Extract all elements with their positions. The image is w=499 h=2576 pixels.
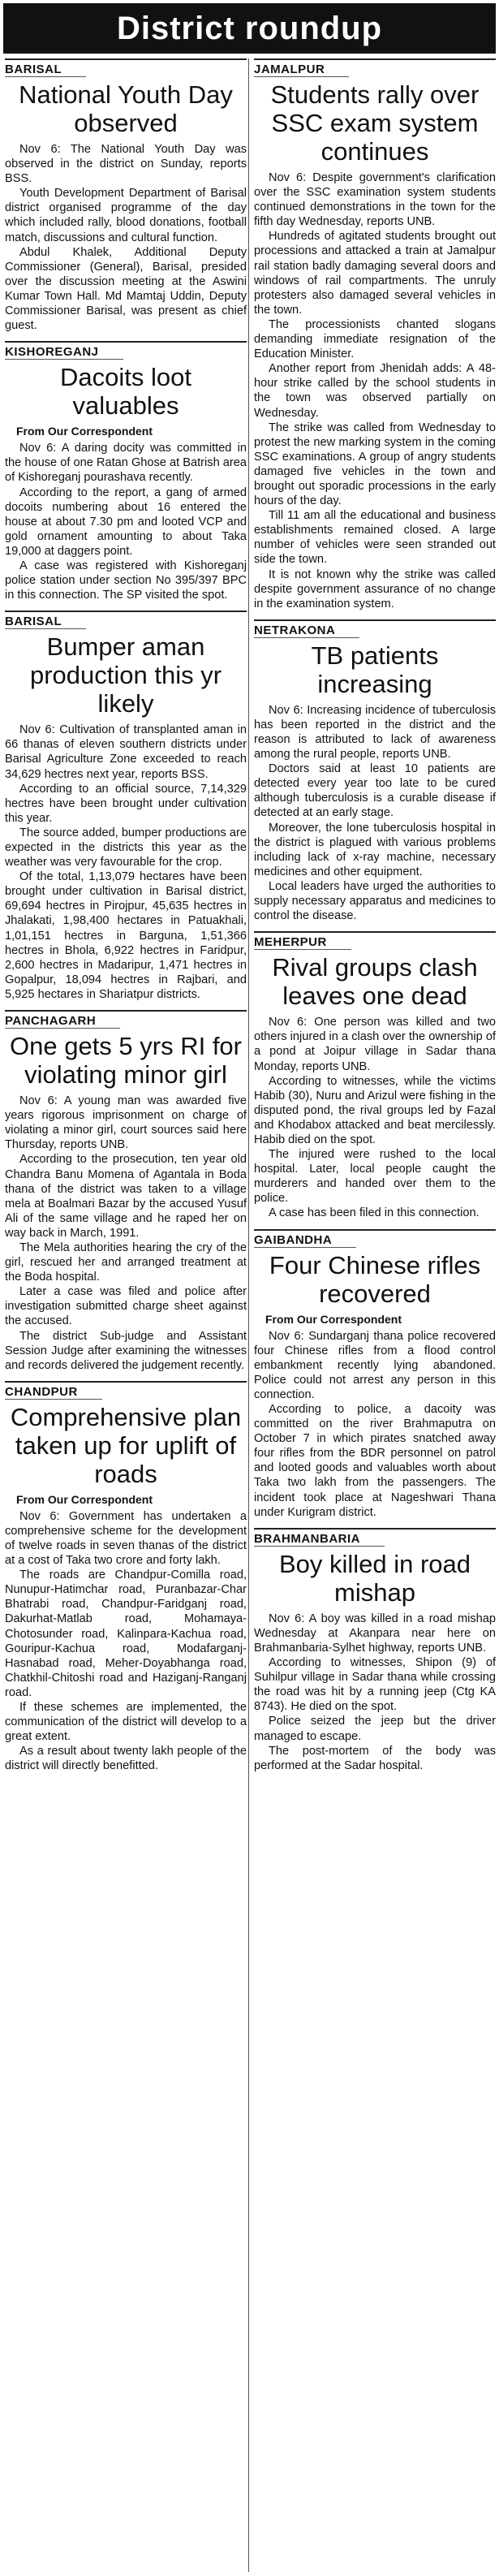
story-paragraph: The processionists chanted slogans demanding immediate resignation of the Education Minister.	[254, 317, 496, 361]
story-paragraph: Police seized the jeep but the driver managed to escape.	[254, 1715, 496, 1743]
story-headline: Bumper aman production this yr likely	[29, 632, 222, 718]
story-paragraph: Nov 6: Increasing incidence of tuberculosis has been reported in the district and the reason is attributed to lack of awareness among the rural people, reports UNB.	[254, 703, 496, 762]
page-title-banner	[3, 3, 496, 54]
story-paragraph: Youth Development Department of Barisal district organised programme of the day which included rally, blood donations, football match, discussions and cultural function.	[5, 187, 247, 244]
news-story	[5, 611, 247, 1002]
left-column	[5, 58, 247, 1782]
story-paragraph: The injured were rushed to the local hospital. Later, local people caught the murderers and handed over them to the police.	[254, 1148, 496, 1206]
story-paragraph: The source added, bumper productions are expected in the districts this year as the weather was very favourable for the crop.	[5, 826, 247, 869]
story-paragraph: According to witnesses, while the victims Habib (30), Nuru and Arizul were fishing in the disputed pond, the rival groups led by Fazal and Khodabox attacked and beat mercilessly. Habib died on the spot.	[254, 1074, 496, 1146]
right-column	[254, 58, 496, 1781]
story-paragraph: If these schemes are implemented, the communication of the district will develop to a great extent.	[5, 1701, 247, 1744]
story-paragraph: According to the report, a gang of armed docoits numbering about 16 entered the house at about 7.30 pm and looted VCP and gold ornament amounting to about Taka 19,000 at daggers point.	[5, 485, 247, 558]
story-headline: Dacoits loot valuables	[60, 363, 191, 421]
story-byline: From Our Correspondent	[16, 1492, 153, 1506]
story-byline: From Our Correspondent	[265, 1312, 402, 1326]
story-dateline: BARISAL	[5, 63, 86, 77]
story-paragraph: The post-mortem of the body was performed at the Sadar hospital.	[254, 1744, 496, 1772]
story-paragraph: Of the total, 1,13,079 hectares have been brought under cultivation in Barisal district, 69,694 hectres in Pirojpur, 45,635 hectres in Jhalakati, 1,98,400 hectares in Patuakhali, 1,01,151 hectres in Barguna, 1,51,366 hectres in Bhola, 6,922 hectres in Faridpur, 2,600 hectres in Madaripur, 1,471 hectres in Gopalpur, 18,094 hectres in Rajbari, and 5,925 hectares in Shariatpur districts.	[5, 870, 247, 1001]
news-story	[254, 619, 496, 923]
story-paragraph: Moreover, the lone tuberculosis hospital in the district is plagued with various problems including lack of x-ray machine, necessary medicines and other equipment.	[254, 821, 496, 878]
story-paragraph: Nov 6: The National Youth Day was observed in the district on Sunday, reports BSS.	[5, 143, 247, 186]
story-paragraph: Nov 6: Despite government's clarification over the SSC examination system students continued demonstrations in the town for the fifth day Wednesday, reports UNB.	[254, 171, 496, 229]
story-paragraph: It is not known why the strike was called despite government assurance of no change in the examination system.	[254, 567, 496, 611]
story-dateline: GAIBANDHA	[254, 1233, 356, 1248]
story-dateline: MEHERPUR	[254, 935, 351, 950]
story-paragraph: According to the prosecution, ten year old Chandra Banu Momena of Agantala in Boda thana of the district was taken to a village mela at Boalmari Bazar by the accused Yusuf Ali of the same village and he raped her on way back in March, 1991.	[5, 1153, 247, 1240]
news-story	[5, 58, 247, 333]
story-paragraph: Till 11 am all the educational and business establishments remained closed. A large number of vehicles were seen stranded out side the town.	[254, 509, 496, 567]
story-paragraph: Local leaders have urged the authorities to supply necessary apparatus and medicines to control the disease.	[254, 879, 496, 923]
story-headline: Students rally over SSC exam system continues	[270, 80, 480, 166]
story-headline: One gets 5 yrs RI for violating minor girl	[10, 1032, 242, 1090]
story-byline: From Our Correspondent	[16, 425, 153, 438]
story-paragraph: A case was registered with Kishoreganj police station under section No 395/397 BPC in this connection. The SP visited the spot.	[5, 559, 247, 602]
story-dateline: KISHOREGANJ	[5, 345, 123, 360]
story-paragraph: Later a case was filed and police after investigation submitted charge sheet against the accused.	[5, 1285, 247, 1328]
story-paragraph: Doctors said at least 10 patients are detected every year too late to be cured although tuberculosis is a curable disease if detected at an early stage.	[254, 762, 496, 820]
story-paragraph: Nov 6: A young man was awarded five years rigorous imprisonment on charge of violating a minor girl, court sources said here Thursday, reports UNB.	[5, 1094, 247, 1152]
story-headline: Comprehensive plan taken up for uplift of roads	[10, 1402, 242, 1488]
story-dateline: JAMALPUR	[254, 63, 349, 77]
story-paragraph: According to witnesses, Shipon (9) of Suhilpur village in Sadar thana while crossing the road was hit by a running jeep (Ctg KA 8743). He died on the spot.	[254, 1656, 496, 1714]
story-headline: Rival groups clash leaves one dead	[272, 953, 478, 1011]
story-paragraph: The district Sub-judge and Assistant Session Judge after examining the witnesses and records delivered the judgement recently.	[5, 1329, 247, 1372]
story-dateline: BRAHMANBARIA	[254, 1532, 385, 1547]
story-headline: National Youth Day observed	[19, 80, 233, 137]
story-paragraph: According to police, a dacoity was committed on the river Brahmaputra on October 7 in which pirates snatched away four rifles from the BDR personnel on patrol and looted goods and valuables worth about Taka two lakh from the passengers. The incident took place at Nageshwari Thana under Kurigram district.	[254, 1403, 496, 1519]
news-story	[5, 1010, 247, 1373]
news-story	[254, 58, 496, 611]
story-paragraph: Nov 6: Government has undertaken a comprehensive scheme for the development of twelve roads in seven thanas of the district at a cost of Taka two crore and forty lakh.	[5, 1509, 247, 1568]
story-paragraph: Nov 6: Sundarganj thana police recovered four Chinese rifles from a flood control embankment recently lying abandoned. Police could not arrest any person in this connection.	[254, 1329, 496, 1401]
story-paragraph: Another report from Jhenidah adds: A 48-hour strike called by the school students in the town was observed partially on Wednesday.	[254, 362, 496, 420]
story-paragraph: A case has been filed in this connection.	[269, 1206, 480, 1220]
story-paragraph: The Mela authorities hearing the cry of the girl, rescued her and arranged treatment at the Boda hospital.	[5, 1241, 247, 1284]
story-paragraph: The roads are Chandpur-Comilla road, Nunupur-Hatimchar road, Puranbazar-Char Bhatrabi road, Chandpur-Faridganj road, Dakurhat-Matlab road, Mohamaya-Chotosunder road, Kalinpara-Kachua road, Gouripur-Kachua road, Modafarganj-Hasnabad road, Meher-Doyabhanga road, Chatkhil-Chitoshi road and Haziganj-Ranganj road.	[5, 1568, 247, 1699]
story-paragraph: Nov 6: A daring docity was committed in the house of one Ratan Ghose at Batrish area of Kishoreganj pourashava recently.	[5, 442, 247, 485]
story-dateline: PANCHAGARH	[5, 1014, 120, 1029]
story-paragraph: According to an official source, 7,14,329 hectres have been brought under cultivation this year.	[5, 782, 247, 825]
story-paragraph: The strike was called from Wednesday to protest the new marking system in the coming SSC examinations. A group of angry students damaged five vehicles in the town and brought out sporadic processions in the early hours of the day.	[254, 421, 496, 508]
story-paragraph: Nov 6: A boy was killed in a road mishap Wednesday at Akanpara near here on Brahmanbaria-Sylhet highway, reports UNB.	[254, 1612, 496, 1655]
news-story	[5, 1381, 247, 1774]
news-story	[254, 1528, 496, 1773]
news-story	[254, 1229, 496, 1520]
story-paragraph: Nov 6: One person was killed and two others injured in a clash over the ownership of a pond at Joipur village in Sadar thana Monday, reports UNB.	[254, 1016, 496, 1073]
story-dateline: NETRAKONA	[254, 624, 359, 638]
story-headline: Boy killed in road mishap	[278, 1549, 471, 1607]
story-paragraph: Hundreds of agitated students brought out processions and attacked a train at Jamalpur rail station badly damaging several doors and windows of rail compartments. The unruly protesters also damaged several vehicles in the town.	[254, 230, 496, 317]
story-dateline: BARISAL	[5, 615, 86, 629]
news-story	[254, 931, 496, 1220]
story-paragraph: Nov 6: Cultivation of transplanted aman in 66 thanas of eleven southern districts under Barisal Agriculture Zone exceeded to reach 34,629 hectres next year, reports BSS.	[5, 723, 247, 781]
story-paragraph: As a result about twenty lakh people of the district will directly benefitted.	[5, 1745, 247, 1773]
column-divider	[248, 58, 249, 2572]
story-headline: TB patients increasing	[311, 641, 439, 698]
story-paragraph: Abdul Khalek, Additional Deputy Commissioner (General), Barisal, presided over the discussion meeting at the Aswini Kumar Town Hall. Md Mamtaj Uddin, Deputy Commissioner Barisal, was present as chief guest.	[5, 245, 247, 333]
story-headline: Four Chinese rifles recovered	[269, 1250, 481, 1308]
story-dateline: CHANDPUR	[5, 1385, 102, 1400]
page-title: District roundup	[116, 10, 383, 46]
news-story	[5, 341, 247, 602]
